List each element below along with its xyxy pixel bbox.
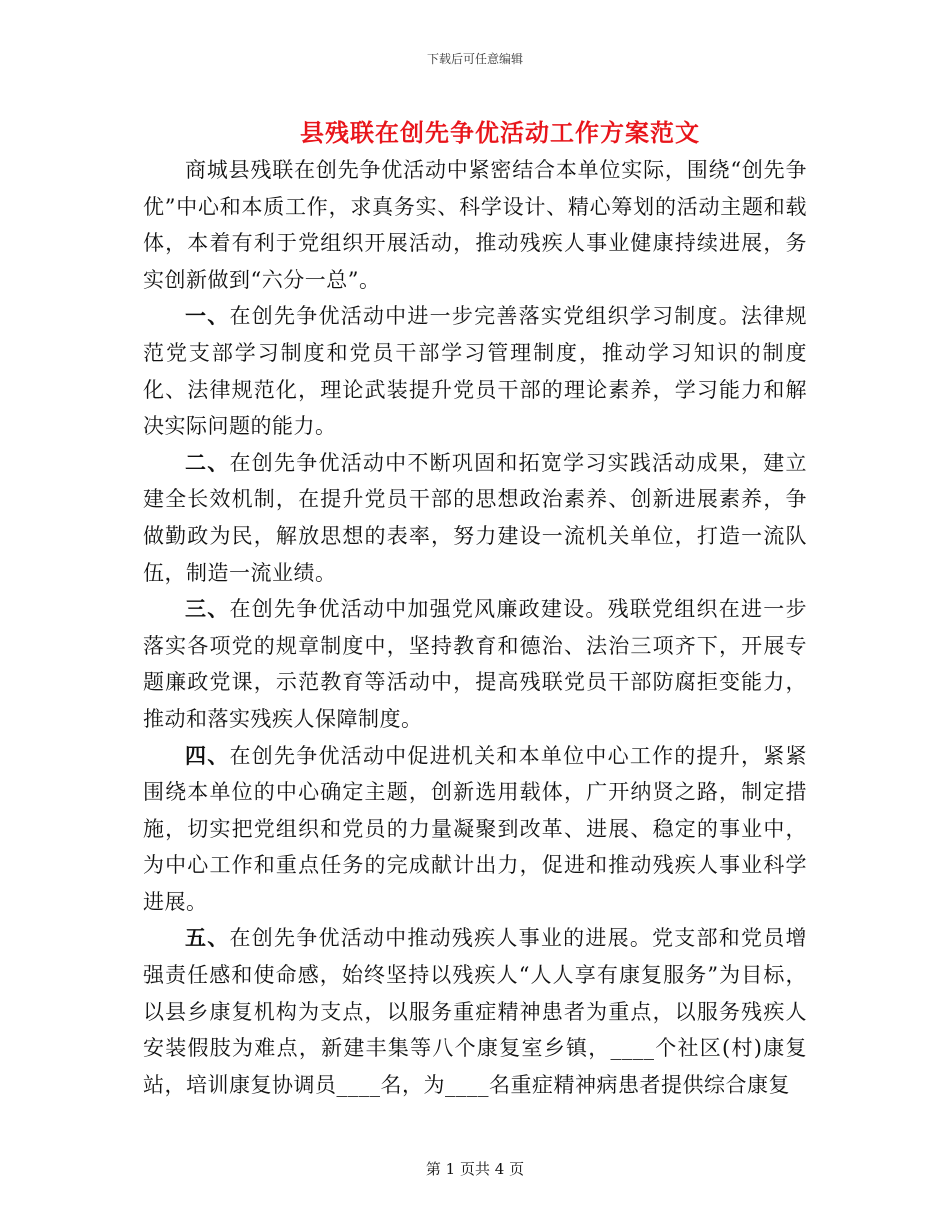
paragraph-text: 在创先争优活动中推动残疾人事业的进展。党支部和党员增强责任感和使命感，始终坚持以残疾人“人人享有康复服务”为目标，以县乡康复机构为支点，以服务重症精神患者为重点，以服务残疾人安装假肢为难点，新建丰集等八个康复室乡镇，____个社区(村)康复站，培训康复协调员____名，为____名重症精神病患者提供综合康复 — [143, 926, 808, 1097]
header-note: 下载后可任意编辑 — [426, 52, 523, 66]
paragraph-lead: 四、 — [185, 742, 230, 768]
paragraph-lead: 五、 — [185, 925, 230, 951]
document-body — [143, 152, 807, 1103]
paragraph-item-1 — [143, 298, 807, 444]
document-title: 县残联在创先争优活动工作方案范文 — [300, 118, 700, 147]
paragraph-item-2 — [143, 445, 807, 591]
paragraph-item-5 — [143, 920, 807, 1103]
paragraph-text: 在创先争优活动中进一步完善落实党组织学习制度。法律规范党支部学习制度和党员干部学习管理制度，推动学习知识的制度化、法律规范化，理论武装提升党员干部的理论素养，学习能力和解决实际问题的能力。 — [143, 304, 808, 439]
paragraph-text: 在创先争优活动中促进机关和本单位中心工作的提升，紧紧围绕本单位的中心确定主题，创新选用载体，广开纳贤之路，制定措施，切实把党组织和党员的力量凝聚到改革、进展、稳定的事业中，为中心工作和重点任务的完成献计出力，促进和推动残疾人事业科学进展。 — [143, 743, 808, 914]
paragraph-intro — [143, 152, 807, 298]
page-number: 第 1 页共 4 页 — [425, 1160, 525, 1178]
paragraph-lead: 三、 — [185, 596, 230, 622]
paragraph-item-4 — [143, 738, 807, 921]
paragraph-text: 商城县残联在创先争优活动中紧密结合本单位实际，围绕“创先争优”中心和本质工作，求真务实、科学设计、精心筹划的活动主题和载体，本着有利于党组织开展活动，推动残疾人事业健康持续进展，务实创新做到“六分一总”。 — [143, 158, 807, 292]
paragraph-item-3 — [143, 591, 807, 737]
paragraph-text: 在创先争优活动中加强党风廉政建设。残联党组织在进一步落实各项党的规章制度中，坚持教育和德治、法治三项齐下，开展专题廉政党课，示范教育等活动中，提高残联党员干部防腐拒变能力，推动和落实残疾人保障制度。 — [143, 597, 808, 731]
paragraph-text: 在创先争优活动中不断巩固和拓宽学习实践活动成果，建立建全长效机制，在提升党员干部的思想政治素养、创新进展素养，争做勤政为民，解放思想的表率，努力建设一流机关单位，打造一流队伍，制造一流业绩。 — [143, 450, 808, 585]
paragraph-lead: 一、 — [185, 303, 230, 329]
paragraph-lead: 二、 — [185, 449, 230, 475]
